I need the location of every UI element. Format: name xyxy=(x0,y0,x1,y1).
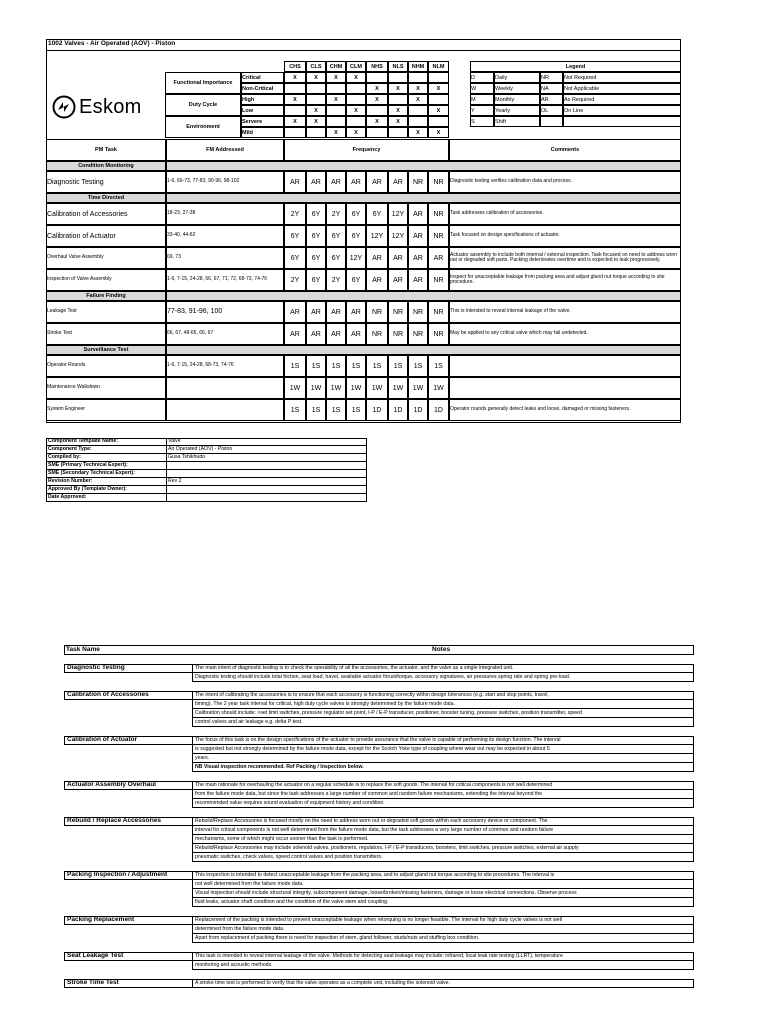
criteria-mark: X xyxy=(428,105,449,116)
criteria-column-header: NHS xyxy=(366,61,388,72)
notes-line: Rebuild/Replace Accessories is focused mostly on the need to address worn out or degraded soft goods within each accessory device or component. The xyxy=(192,817,694,826)
notes-line: A stroke time test is performed to verify that the valve operates as a complete unit, including the solenoid valve. xyxy=(192,979,694,988)
section-title: Condition Monitoring xyxy=(46,161,166,171)
frequency-cell: 1S xyxy=(306,399,326,421)
criteria-mark: X xyxy=(326,72,346,83)
frequency-cell: 12Y xyxy=(346,247,366,269)
frequency-cell: 2Y xyxy=(326,203,346,225)
frequency-cell: 1W xyxy=(284,377,306,399)
frequency-cell: NR xyxy=(428,171,449,193)
legend-cell: Weekly xyxy=(494,83,540,94)
criteria-mark xyxy=(346,116,366,127)
frequency-cell: 1W xyxy=(346,377,366,399)
fm-addressed: 69, 73 xyxy=(166,247,284,269)
legend-title: Legend xyxy=(470,61,681,72)
frequency-cell: 6Y xyxy=(306,203,326,225)
eskom-emblem-icon xyxy=(52,95,76,119)
fm-addressed xyxy=(166,399,284,421)
notes-line: mechanisms, some of which might occur sooner than the task is performed. xyxy=(192,835,694,844)
notes-line: timing). The 2 year task interval for critical, high duty cycle valves is strongly determined by the failure mode data. xyxy=(192,700,694,709)
notes-line: Replacement of the packing is intended to prevent unacceptable leakage when retorquing is no longer feasible. The interval for high duty cycle valves is not well xyxy=(192,916,694,925)
notes-header-row xyxy=(64,645,694,655)
legend-cell xyxy=(563,116,681,127)
task-comment: Inspect for unacceptable leakage from packing area and adjust gland nut torque according to site procedure. xyxy=(449,269,681,291)
meta-value: Valve xyxy=(167,438,367,446)
meta-label: Component Type: xyxy=(46,446,167,454)
frequency-cell: 1S xyxy=(346,355,366,377)
legend-cell: NR xyxy=(540,72,563,83)
frequency-cell: NR xyxy=(428,203,449,225)
meta-label: Compiled by: xyxy=(46,454,167,462)
criteria-mark: X xyxy=(284,116,306,127)
frequency-cell: AR xyxy=(408,203,428,225)
criteria-row-label: High xyxy=(241,94,284,105)
criteria-mark xyxy=(366,127,388,138)
legend-cell: Shift xyxy=(494,116,540,127)
criteria-mark xyxy=(366,105,388,116)
criteria-mark: X xyxy=(346,127,366,138)
criteria-mark: X xyxy=(306,72,326,83)
criteria-mark: X xyxy=(408,94,428,105)
frequency-cell: 6Y xyxy=(306,225,326,247)
task-comment: Actuator assembly to include both internal / external inspection. Task focused on need to address worn out or degraded soft parts. Packing deteriorates overtime and is expected to leak progressively. xyxy=(449,247,681,269)
task-name[interactable]: Operator Rounds xyxy=(46,355,166,377)
task-comment: May be applied to any critical valve which may fail undetected. xyxy=(449,323,681,345)
notes-line: The main rationale for overhauling the actuator on a regular schedule is to replace the soft goods. The interval for critical components is not well determined xyxy=(192,781,694,790)
criteria-mark xyxy=(306,94,326,105)
legend-cell: On Line xyxy=(563,105,681,116)
frequency-cell: 6Y xyxy=(284,225,306,247)
criteria-mark xyxy=(284,105,306,116)
frequency-cell: AR xyxy=(366,269,388,291)
section-title: Time Directed xyxy=(46,193,166,203)
notes-line: This inspection is intended to detect unacceptable leakage from the packing area, and to adjust gland nut torque according to site procedures. The interval is xyxy=(192,871,694,880)
legend-cell: Not Applicable xyxy=(563,83,681,94)
meta-value: Gusa Tshikhudo xyxy=(167,454,367,462)
frequency-cell: 1S xyxy=(306,355,326,377)
frequency-cell: AR xyxy=(326,171,346,193)
frequency-header: Frequency xyxy=(284,139,449,161)
criteria-row-label: Low xyxy=(241,105,284,116)
criteria-row-label: Servere xyxy=(241,116,284,127)
criteria-mark xyxy=(388,72,408,83)
notes-task-name: Calibration of Actuator xyxy=(64,736,192,745)
criteria-mark: X xyxy=(346,72,366,83)
frequency-cell: NR xyxy=(408,323,428,345)
section-band xyxy=(166,161,681,171)
meta-label: SME (Secondary Technical Expert): xyxy=(46,470,167,478)
frequency-cell: AR xyxy=(284,301,306,323)
criteria-mark: X xyxy=(388,83,408,94)
criteria-column-header: CHS xyxy=(284,61,306,72)
criteria-mark xyxy=(428,94,449,105)
frequency-cell: 1W xyxy=(366,377,388,399)
frequency-cell: AR xyxy=(388,247,408,269)
title-rule xyxy=(46,50,681,51)
fm-addressed: 1-6, 7-15, 24-28, 68-73, 74-76 xyxy=(166,355,284,377)
notes-line: fluid leaks, actuator shaft condition and the condition of the valve stem and coupling. xyxy=(192,898,694,907)
frequency-cell: AR xyxy=(346,171,366,193)
frequency-cell: NR xyxy=(428,269,449,291)
frequency-cell: NR xyxy=(388,301,408,323)
fm-addressed-header: FM Addressed xyxy=(166,139,284,161)
criteria-mark: X xyxy=(366,116,388,127)
comments-header: Comments xyxy=(449,139,681,161)
criteria-mark xyxy=(306,83,326,94)
frequency-cell: AR xyxy=(346,301,366,323)
frequency-cell: AR xyxy=(388,171,408,193)
criteria-mark: X xyxy=(306,116,326,127)
meta-value: Air Operated (AOV) - Piston xyxy=(167,446,367,454)
frequency-cell: AR xyxy=(346,323,366,345)
pm-task-header: PM Task xyxy=(46,139,166,161)
notes-task-name: Stroke Time Test xyxy=(64,979,192,988)
legend-cell: As Required xyxy=(563,94,681,105)
criteria-mark xyxy=(408,105,428,116)
criteria-mark xyxy=(428,116,449,127)
criteria-group-label: Environment xyxy=(165,116,241,138)
task-name[interactable]: System Engineer xyxy=(46,399,166,421)
task-comment xyxy=(449,355,681,377)
criteria-mark: X xyxy=(306,105,326,116)
criteria-mark xyxy=(284,83,306,94)
legend-cell xyxy=(540,116,563,127)
criteria-mark: X xyxy=(326,94,346,105)
frequency-cell: 1D xyxy=(408,399,428,421)
notes-line: Rebuild/Replace Accessories may include solenoid valves, positioners, regulators, I-P / E-P transducers, boosters, limit switches, pressure switches, external air supply xyxy=(192,844,694,853)
legend-cell: AR xyxy=(540,94,563,105)
section-band xyxy=(166,345,681,355)
frequency-cell: 12Y xyxy=(388,225,408,247)
criteria-column-header: NLM xyxy=(428,61,449,72)
frequency-cell: 6Y xyxy=(346,203,366,225)
frequency-cell: NR xyxy=(428,323,449,345)
fm-addressed: 66, 67, 48-65, 66, 67 xyxy=(166,323,284,345)
frequency-cell: 1W xyxy=(306,377,326,399)
frequency-cell: 6Y xyxy=(326,225,346,247)
notes-line: The main intent of diagnostic testing is to check the operability of all the accessories, the actuator, and the valve as a single integrated unit. xyxy=(192,664,694,673)
criteria-mark xyxy=(408,116,428,127)
criteria-mark: X xyxy=(366,83,388,94)
criteria-mark xyxy=(326,105,346,116)
section-title: Surveillance Test xyxy=(46,345,166,355)
frequency-cell: AR xyxy=(306,171,326,193)
criteria-mark: X xyxy=(284,72,306,83)
meta-value xyxy=(167,470,367,478)
frequency-cell: 6Y xyxy=(346,269,366,291)
criteria-mark: X xyxy=(408,83,428,94)
task-name[interactable]: Diagnostic Testing xyxy=(46,171,166,193)
frequency-cell: AR xyxy=(326,323,346,345)
criteria-column-header: CHM xyxy=(326,61,346,72)
criteria-mark xyxy=(284,127,306,138)
brand-name: Eskom xyxy=(79,95,142,118)
criteria-row-label: Mild xyxy=(241,127,284,138)
frequency-cell: 1S xyxy=(428,355,449,377)
criteria-mark xyxy=(366,72,388,83)
task-name[interactable]: Inspection of Valve Assembly xyxy=(46,269,166,291)
meta-label: Component Template Name: xyxy=(46,438,167,446)
criteria-group-label: Duty Cycle xyxy=(165,94,241,116)
notes-line: monitoring and acoustic methods. xyxy=(192,961,694,970)
task-name[interactable]: Stroke Test xyxy=(46,323,166,345)
frequency-cell: 6Y xyxy=(306,247,326,269)
frequency-cell: NR xyxy=(428,301,449,323)
meta-value: Rev 2 xyxy=(167,478,367,486)
criteria-group-label: Functional Importance xyxy=(165,72,241,94)
notes-line: from the failure mode data, but since the task addresses a large number of common and random failure mechanisms, extending the interval beyond the xyxy=(192,790,694,799)
meta-label: Approved By (Template Owner): xyxy=(46,486,167,494)
criteria-mark xyxy=(346,94,366,105)
criteria-mark: X xyxy=(346,105,366,116)
criteria-mark: X xyxy=(388,105,408,116)
task-comment: Operator rounds generally detect leaks and loose, damaged or missing fasteners. xyxy=(449,399,681,421)
frequency-cell: NR xyxy=(428,225,449,247)
frequency-cell: AR xyxy=(408,269,428,291)
frequency-cell: AR xyxy=(408,247,428,269)
frequency-cell: 1S xyxy=(388,355,408,377)
frequency-cell: 2Y xyxy=(284,203,306,225)
criteria-mark: X xyxy=(428,83,449,94)
frequency-cell: 12Y xyxy=(366,225,388,247)
task-comment: Diagnostic testing verifies calibration data and process. xyxy=(449,171,681,193)
criteria-mark: X xyxy=(408,127,428,138)
frequency-cell: 1W xyxy=(388,377,408,399)
meta-label: SME (Primary Technical Expert): xyxy=(46,462,167,470)
frequency-cell: 6Y xyxy=(346,225,366,247)
fm-addressed xyxy=(166,377,284,399)
frequency-cell: 6Y xyxy=(326,247,346,269)
legend-cell: Yearly xyxy=(494,105,540,116)
criteria-column-header: NLS xyxy=(388,61,408,72)
criteria-column-header: CLS xyxy=(306,61,326,72)
notes-task-name: Packing Inspection / Adjustment xyxy=(64,871,192,880)
frequency-cell: 1S xyxy=(346,399,366,421)
meta-label: Date Approved: xyxy=(46,494,167,502)
frequency-cell: NR xyxy=(366,323,388,345)
frequency-cell: AR xyxy=(408,225,428,247)
eskom-logo xyxy=(52,94,156,120)
legend-cell: NA xyxy=(540,83,563,94)
fm-addressed: 18-23, 27-38 xyxy=(166,203,284,225)
frequency-cell: AR xyxy=(326,301,346,323)
task-comment: Task addresses calibration of accessories. xyxy=(449,203,681,225)
fm-addressed: 77-83, 91-96, 100 xyxy=(166,301,284,323)
meta-value xyxy=(167,462,367,470)
fm-addressed: 33-40, 44-62 xyxy=(166,225,284,247)
frequency-cell: 1D xyxy=(388,399,408,421)
criteria-column-header: NHM xyxy=(408,61,428,72)
legend-cell: M xyxy=(470,94,494,105)
frequency-cell: 1W xyxy=(428,377,449,399)
frequency-cell: 1S xyxy=(326,399,346,421)
notes-line: Apart from replacement of packing there is need for inspection of stem, gland follower, studs/nuts and stuffing box condition. xyxy=(192,934,694,943)
frequency-cell: 6Y xyxy=(306,269,326,291)
meta-value xyxy=(167,494,367,502)
frequency-cell: AR xyxy=(366,247,388,269)
frequency-cell: 1D xyxy=(366,399,388,421)
criteria-mark xyxy=(346,83,366,94)
frequency-cell: 2Y xyxy=(284,269,306,291)
frequency-cell: NR xyxy=(388,323,408,345)
notes-task-name: Seat Leakage Test xyxy=(64,952,192,961)
notes-task-name-header: Task Name xyxy=(66,646,100,653)
fm-addressed: 1-6, 66-73, 77-83, 90-96, 98-102 xyxy=(166,171,284,193)
notes-line: Calibration should include: >set limit switches, pressure regulator set point, I-P / E-P transducer, positioner, booster tuning, pressure switches, position transmitter, speed xyxy=(192,709,694,718)
criteria-row-label: Non-Critical xyxy=(241,83,284,94)
frequency-cell: 1W xyxy=(408,377,428,399)
legend-cell: Daily xyxy=(494,72,540,83)
task-comment xyxy=(449,377,681,399)
task-name[interactable]: Leakage Test xyxy=(46,301,166,323)
notes-line: Visual inspection should include structural integrity, subcomponent damage, loose/broken/missing fasteners, damage or loose electrical connections. Observe process xyxy=(192,889,694,898)
legend-cell: Not Required xyxy=(563,72,681,83)
notes-line: This task is intended to reveal internal leakage of the valve. Methods for detecting seat leakage may include: infrared, local leak rate testing (LLRT), temperature xyxy=(192,952,694,961)
frequency-cell: 1S xyxy=(284,355,306,377)
frequency-cell: 1S xyxy=(284,399,306,421)
frequency-cell: 6Y xyxy=(366,203,388,225)
criteria-mark xyxy=(326,116,346,127)
criteria-mark xyxy=(306,127,326,138)
section-band xyxy=(166,193,681,203)
notes-line: Diagnostic testing should include total friction, seat load, travel, available actuator thrust/torque, accessory signatures, air pressures spring rate and spring pre-load. xyxy=(192,673,694,682)
frequency-cell: 2Y xyxy=(326,269,346,291)
notes-task-name: Packing Replacement xyxy=(64,916,192,925)
notes-line: recommended value requires sound evaluation of equipment history and condition. xyxy=(192,799,694,808)
notes-line: NB Visual inspection recommended. Ref Packing / Inspection below. xyxy=(192,763,694,772)
criteria-mark: X xyxy=(388,116,408,127)
criteria-mark: X xyxy=(366,94,388,105)
legend-cell: W xyxy=(470,83,494,94)
frequency-cell: 6Y xyxy=(284,247,306,269)
task-comment: Task focused on design specifications of actuator. xyxy=(449,225,681,247)
criteria-mark xyxy=(428,72,449,83)
notes-line: interval for critical components is not well determined from the failure mode data, but the task addresses a very large number of common and random failure xyxy=(192,826,694,835)
frequency-cell: 1W xyxy=(326,377,346,399)
notes-task-name: Rebuild / Replace Accessories xyxy=(64,817,192,826)
criteria-mark xyxy=(388,94,408,105)
notes-line: not well determined from the failure mode data. xyxy=(192,880,694,889)
legend-cell: Monthly xyxy=(494,94,540,105)
notes-line: pneumatic switches, check valves, speed control valves and position transmitters. xyxy=(192,853,694,862)
frequency-cell: AR xyxy=(366,171,388,193)
doc-title: 1002 Valves - Air Operated (AOV) - Piston xyxy=(48,40,176,47)
notes-line: years. xyxy=(192,754,694,763)
criteria-mark: X xyxy=(326,127,346,138)
notes-line: determined from the failure mode data. xyxy=(192,925,694,934)
task-comment: This is intended to reveal internal leakage of the valve. xyxy=(449,301,681,323)
section-band xyxy=(166,291,681,301)
criteria-column-header: CLM xyxy=(346,61,366,72)
section-title: Failure Finding xyxy=(46,291,166,301)
frequency-cell: NR xyxy=(408,171,428,193)
task-name[interactable]: Maintenance Walkdown xyxy=(46,377,166,399)
meta-label: Revision Number: xyxy=(46,478,167,486)
frequency-cell: 1S xyxy=(366,355,388,377)
frequency-cell: AR xyxy=(306,301,326,323)
criteria-mark xyxy=(408,72,428,83)
criteria-row-label: Critical xyxy=(241,72,284,83)
criteria-mark xyxy=(388,127,408,138)
frequency-cell: NR xyxy=(366,301,388,323)
frequency-cell: 1D xyxy=(428,399,449,421)
notes-line: The focus of this task is on the design specifications of the actuator to provide assurance that the valve is capable of performing its design function. The interval xyxy=(192,736,694,745)
frequency-cell: AR xyxy=(306,323,326,345)
task-name[interactable]: Calibration of Actuator xyxy=(46,225,166,247)
notes-line: The intent of calibrating the accessories is to ensure that each accessory is functioning correctly within design tolerances (e.g. start and stop points, travel, xyxy=(192,691,694,700)
legend-cell: Y xyxy=(470,105,494,116)
frequency-cell: 12Y xyxy=(388,203,408,225)
notes-line: control valves and air leakage e.g. delta P test. xyxy=(192,718,694,727)
legend-cell: D xyxy=(470,72,494,83)
criteria-mark: X xyxy=(428,127,449,138)
meta-value xyxy=(167,486,367,494)
notes-header: Notes xyxy=(432,646,451,653)
frequency-cell: AR xyxy=(284,171,306,193)
legend-cell: OL xyxy=(540,105,563,116)
frequency-cell: AR xyxy=(428,247,449,269)
legend-cell: S xyxy=(470,116,494,127)
notes-task-name: Actuator Assembly Overhaul xyxy=(64,781,192,790)
criteria-mark: X xyxy=(284,94,306,105)
frequency-cell: NR xyxy=(408,301,428,323)
criteria-mark xyxy=(326,83,346,94)
notes-line: is suggested but not strongly determined by the failure mode data, except for the Scotch Yoke type of coupling where wear out may be expected in about 5 xyxy=(192,745,694,754)
notes-task-name: Calibration of Accessories xyxy=(64,691,192,700)
fm-addressed: 1-6, 7-15, 24-28, 66, 67, 71, 72, 68-73, 74-76 xyxy=(166,269,284,291)
task-name[interactable]: Calibration of Accessories xyxy=(46,203,166,225)
notes-task-name: Diagnostic Testing xyxy=(64,664,192,673)
frequency-cell: 1S xyxy=(408,355,428,377)
frequency-cell: AR xyxy=(388,269,408,291)
task-name[interactable]: Overhaul Valve Assembly xyxy=(46,247,166,269)
frequency-cell: 1S xyxy=(326,355,346,377)
frequency-cell: AR xyxy=(284,323,306,345)
